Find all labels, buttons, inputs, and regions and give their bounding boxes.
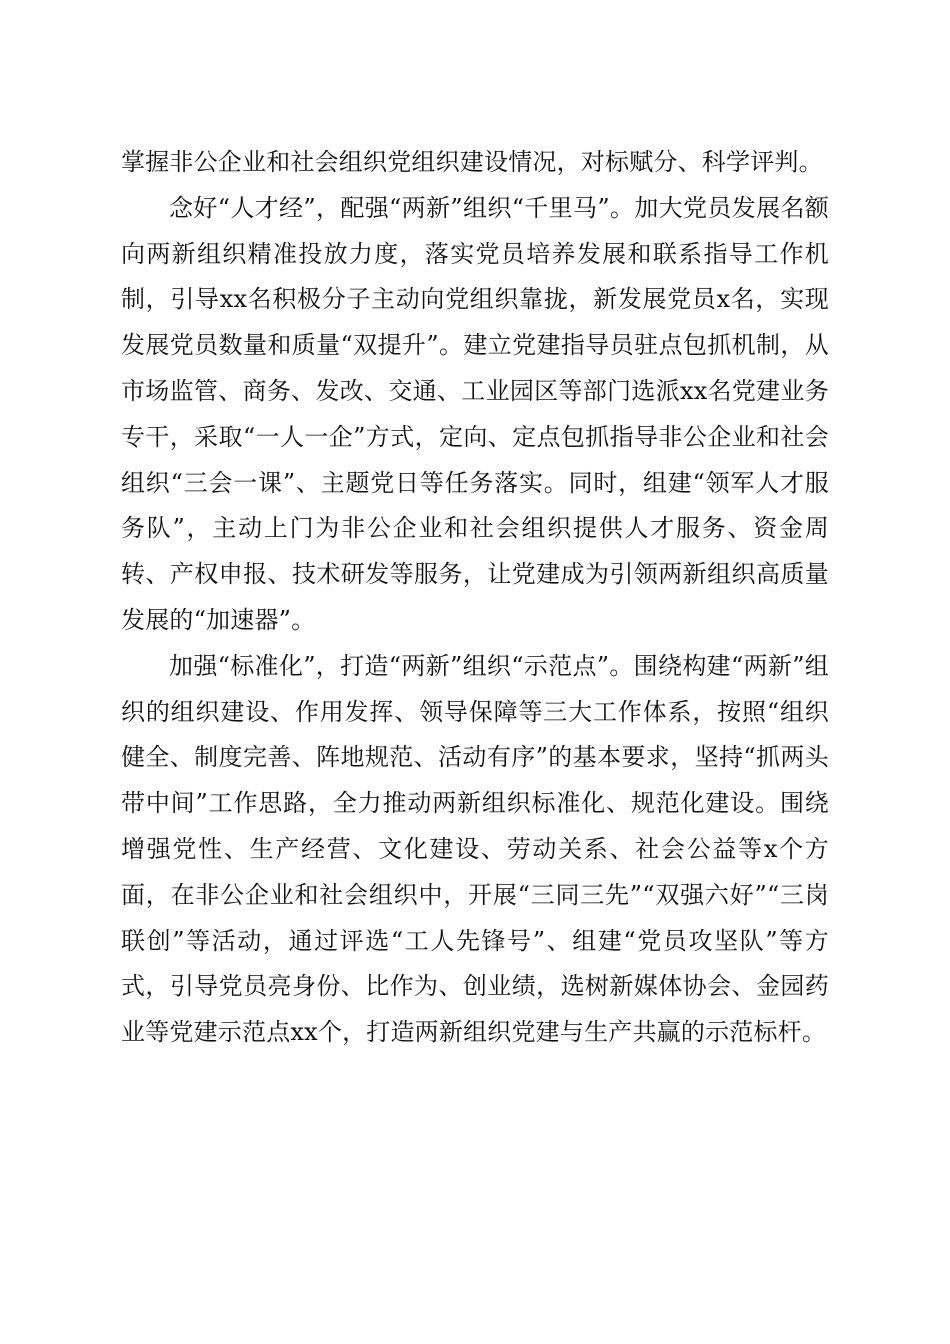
paragraph-continuation: 掌握非公企业和社会组织党组织建设情况，对标赋分、科学评判。	[121, 148, 823, 176]
document-body	[121, 140, 829, 1056]
paragraph-talent: 念好“人才经”，配强“两新”组织“千里马”。加大党员发展名额向两新组织精准投放力度，落实党员培养发展和联系指导工作机制，引导xx名积极分子主动向党组织靠拢，新发展党员x名，实现发展党员数量和质量“双提升”。建立党建指导员驻点包抓机制，从市场监管、商务、发改、交通、工业园区等部门选派xx名党建业务专干，采取“一人一企”方式，定向、定点包抓指导非公企业和社会组织“三会一课”、主题党日等任务落实。同时，组建“领军人才服务队”，主动上门为非公企业和社会组织提供人才服务、资金周转、产权申报、技术研发等服务，让党建成为引领两新组织高质量发展的“加速器”。	[121, 193, 829, 634]
paragraph-standardization: 加强“标准化”，打造“两新”组织“示范点”。围绕构建“两新”组织的组织建设、作用发挥、领导保障等三大工作体系，按照“组织健全、制度完善、阵地规范、活动有序”的基本要求，坚持“抓两头带中间”工作思路，全力推动两新组织标准化、规范化建设。围绕增强党性、生产经营、文化建设、劳动关系、社会公益等x个方面，在非公企业和社会组织中，开展“三同三先”“双强六好”“三岗联创”等活动，通过评选“工人先锋号”、组建“党员攻坚队”等方式，引导党员亮身份、比作为、创业绩，选树新媒体协会、金园药业等党建示范点xx个，打造两新组织党建与生产共赢的示范标杆。	[121, 651, 829, 1047]
